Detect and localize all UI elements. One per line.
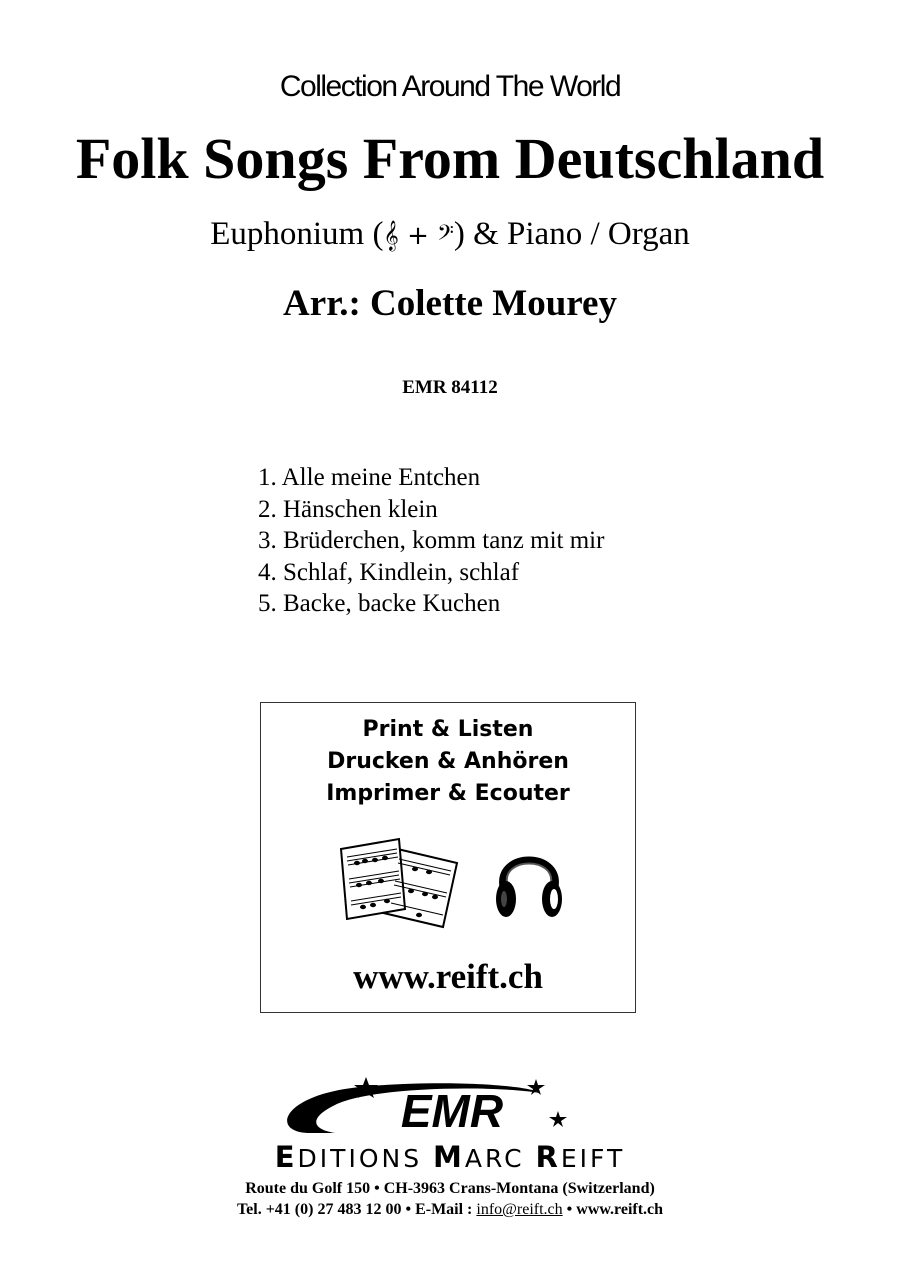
publisher-name-initial-m: M — [433, 1140, 465, 1174]
promo-line-english: Print & Listen — [362, 717, 534, 742]
email-link[interactable]: info@reift.ch — [476, 1201, 563, 1218]
publisher-name — [0, 1140, 900, 1174]
publisher-name-part: DITIONS — [297, 1144, 434, 1173]
clef-icons: 𝄞 + 𝄢 — [383, 221, 454, 251]
promo-line-french: Imprimer & Ecouter — [326, 781, 570, 806]
song-list — [258, 462, 604, 620]
instrumentation — [0, 216, 900, 253]
headphones-icon — [493, 843, 565, 923]
instrumentation-suffix: ) & Piano / Organ — [453, 216, 690, 252]
publisher-name-part: EIFT — [560, 1144, 626, 1173]
publisher-contact — [0, 1201, 900, 1219]
publisher-name-initial-e: E — [274, 1140, 298, 1174]
publisher-name-part: ARC — [464, 1144, 536, 1173]
promo-url[interactable]: www.reift.ch — [353, 957, 543, 996]
list-item: 3. Brüderchen, komm tanz mit mir — [258, 527, 605, 554]
instrumentation-prefix: Euphonium ( — [210, 216, 384, 252]
list-item: 1. Alle meine Entchen — [258, 464, 481, 491]
list-item: 4. Schlaf, Kindlein, schlaf — [258, 558, 520, 586]
publisher-name-initial-r: R — [535, 1140, 561, 1174]
page-title: Folk Songs From Deutschland — [75, 126, 825, 191]
list-item: 2. Hänschen klein — [258, 495, 438, 523]
promo-line-german: Drucken & Anhören — [327, 749, 569, 774]
arranger: Arr.: Colette Mourey — [283, 283, 617, 324]
list-item: 5. Backe, backe Kuchen — [258, 590, 501, 617]
contact-tel: Tel. +41 (0) 27 483 12 00 • E-Mail : — [236, 1201, 477, 1218]
sheet-music-icon — [339, 835, 469, 930]
contact-web: • www.reift.ch — [562, 1201, 664, 1218]
print-listen-box — [260, 702, 636, 1013]
collection-name: Collection Around The World — [279, 70, 621, 103]
emr-logo — [240, 1075, 660, 1145]
publisher-address: Route du Golf 150 • CH-3963 Crans-Montana (Switzerland) — [245, 1180, 655, 1197]
logo-text: EMR — [400, 1085, 504, 1137]
catalog-number: EMR 84112 — [402, 377, 498, 398]
